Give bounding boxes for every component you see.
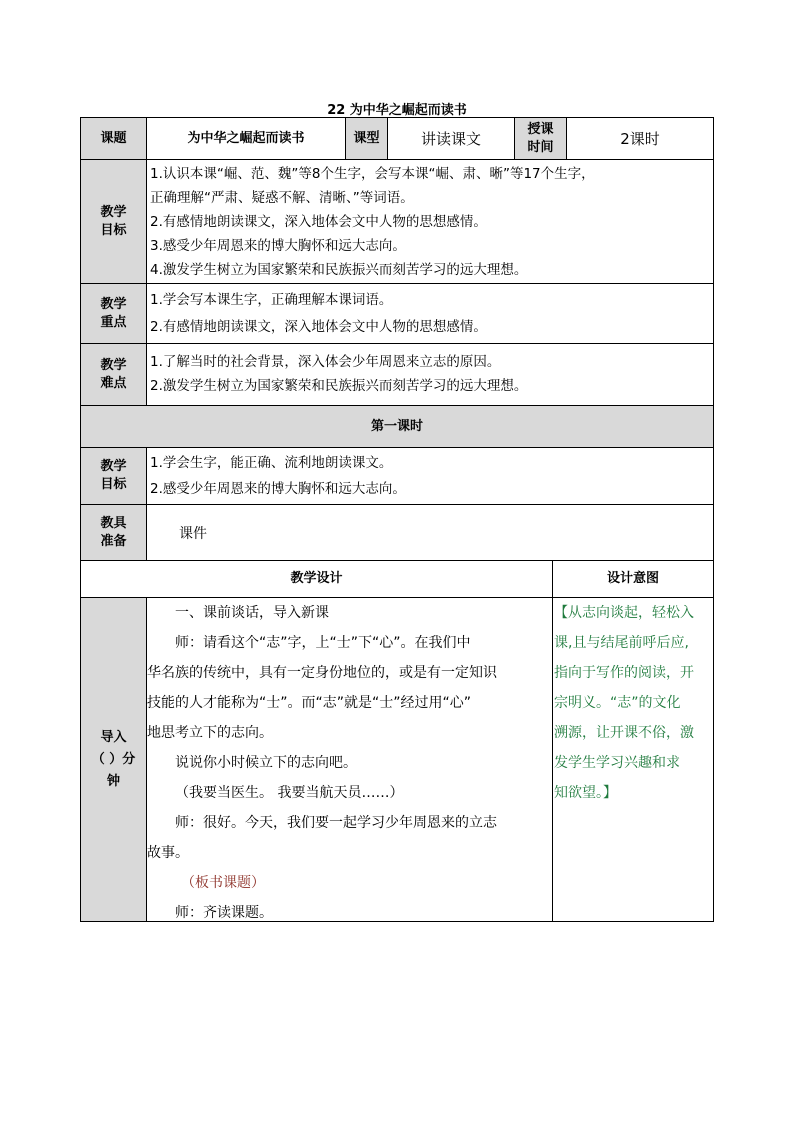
tools-label bbox=[81, 505, 147, 561]
intro-intent-content bbox=[553, 598, 713, 921]
topic-label: 课题 bbox=[81, 118, 147, 160]
lesson-goals-line: 1.学会生字，能正确、流利地朗读课文。 bbox=[150, 455, 393, 471]
board-title-note: （板书课题） bbox=[181, 875, 265, 891]
lesson-goals-content bbox=[147, 448, 713, 505]
intro-line: 地思考立下的志向。 bbox=[147, 725, 273, 741]
goals-label-line-2: 目标 bbox=[100, 222, 127, 238]
lesson-goals-label bbox=[81, 448, 147, 505]
key-points-content bbox=[147, 284, 713, 344]
tools-value: 课件 bbox=[147, 505, 713, 561]
intent-line: 指向于写作的阅读，开 bbox=[554, 665, 694, 681]
intent-line: 【从志向谈起，轻松入 bbox=[554, 605, 694, 621]
key-points-line: 1.学会写本课生字，正确理解本课词语。 bbox=[150, 292, 393, 308]
key-points-label-line-1: 教学 bbox=[100, 296, 127, 312]
type-label: 课型 bbox=[346, 118, 388, 160]
goals-line: 2.有感情地朗读课文，深入地体会文中人物的思想感情。 bbox=[150, 214, 487, 230]
intro-label-line-1: 导入 bbox=[100, 729, 127, 745]
intent-line: 宗明义。“志”的文化 bbox=[554, 695, 681, 711]
lesson-goals-label-line-2: 目标 bbox=[100, 477, 127, 492]
intro-line: 一、课前谈话，导入新课 bbox=[175, 605, 329, 621]
goals-line: 4.激发学生树立为国家繁荣和民族振兴而刻苦学习的远大理想。 bbox=[150, 262, 528, 278]
difficulties-label-line-1: 教学 bbox=[100, 357, 127, 373]
difficulties-label-line-2: 难点 bbox=[100, 375, 127, 391]
intent-line: 知欲望。】 bbox=[554, 785, 617, 801]
intro-label-line-3: 钟 bbox=[106, 773, 120, 789]
key-points-label bbox=[81, 284, 147, 344]
intro-line: 华名族的传统中，具有一定身份地位的，或是有一定知识 bbox=[147, 665, 497, 681]
lesson-one-title: 第一课时 bbox=[81, 406, 713, 448]
intro-line: （我要当医生。 我要当航天员……） bbox=[175, 785, 404, 801]
time-label-line-1: 授课 bbox=[527, 121, 554, 137]
intent-line: 溯源，让开课不俗，激 bbox=[554, 725, 694, 741]
time-value: 2课时 bbox=[567, 118, 713, 160]
tools-label-line-2: 准备 bbox=[100, 533, 127, 549]
goals-content bbox=[147, 160, 713, 284]
key-points-line: 2.有感情地朗读课文，深入地体会文中人物的思想感情。 bbox=[150, 319, 487, 335]
time-label bbox=[515, 118, 567, 160]
goals-line: 3.感受少年周恩来的博大胸怀和远大志向。 bbox=[150, 238, 406, 254]
design-header: 教学设计 bbox=[81, 561, 553, 598]
intent-line: 课,且与结尾前呼后应, bbox=[554, 635, 689, 651]
difficulties-label bbox=[81, 344, 147, 406]
page-title: 22 为中华之崛起而读书 bbox=[327, 103, 467, 118]
time-label-line-2: 时间 bbox=[527, 139, 554, 155]
intro-label bbox=[81, 598, 147, 921]
intro-line: 师：请看这个“志”字，上“士”下“心”。在我们中 bbox=[175, 635, 471, 651]
intro-line: 师：齐读课题。 bbox=[175, 905, 273, 921]
intro-line: 师：很好。今天，我们要一起学习少年周恩来的立志 bbox=[175, 815, 497, 831]
goals-line: 正确理解“严肃、疑惑不解、清晰、”等词语。 bbox=[150, 190, 414, 206]
goals-line: 1.认识本课“崛、范、魏”等8个生字，会写本课“崛、肃、晰”等17个生字， bbox=[150, 166, 595, 182]
type-value: 讲读课文 bbox=[388, 118, 515, 160]
key-points-label-line-2: 重点 bbox=[100, 314, 127, 330]
intent-line: 发学生学习兴趣和求 bbox=[554, 755, 680, 771]
intro-label-line-2: （ ）分 bbox=[91, 751, 136, 767]
difficulties-line: 2.激发学生树立为国家繁荣和民族振兴而刻苦学习的远大理想。 bbox=[150, 378, 528, 394]
lesson-goals-label-line-1: 教学 bbox=[100, 459, 127, 474]
intent-header: 设计意图 bbox=[553, 561, 713, 598]
lesson-goals-line: 2.感受少年周恩来的博大胸怀和远大志向。 bbox=[150, 481, 406, 497]
intro-design-content bbox=[147, 598, 553, 921]
intro-line: 故事。 bbox=[147, 845, 189, 861]
topic-value: 为中华之崛起而读书 bbox=[147, 118, 346, 160]
goals-label-line-1: 教学 bbox=[100, 204, 127, 220]
intro-line: 技能的人才能称为“士”。而“志”就是“士”经过用“心” bbox=[147, 695, 472, 711]
lesson-plan-table bbox=[80, 117, 714, 922]
goals-label bbox=[81, 160, 147, 284]
intro-line: 说说你小时候立下的志向吧。 bbox=[175, 755, 357, 771]
difficulties-content bbox=[147, 344, 713, 406]
tools-label-line-1: 教具 bbox=[100, 515, 127, 531]
difficulties-line: 1.了解当时的社会背景，深入体会少年周恩来立志的原因。 bbox=[150, 354, 501, 370]
